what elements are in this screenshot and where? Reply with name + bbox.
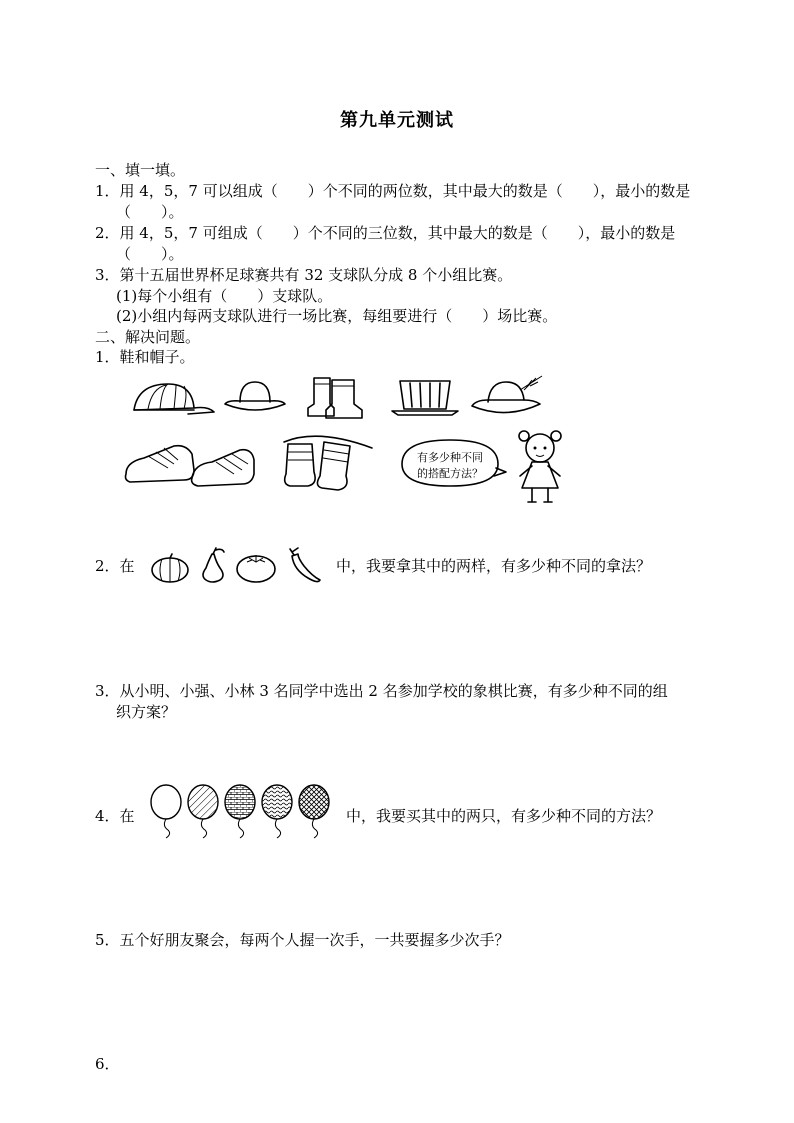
q1-1-line1: 1．用 4，5，7 可以组成（ ）个不同的两位数，其中最大的数是（ ），最小的数是	[95, 182, 691, 200]
q2-1-text: 1．鞋和帽子。	[95, 348, 195, 366]
q2-2-prefix: 2．在	[95, 557, 135, 575]
top-hat-icon	[390, 377, 460, 417]
shoes-icon	[120, 434, 260, 490]
q1-3-sub1: (1)每个小组有（ ）支球队。	[116, 287, 333, 305]
pepper-icon	[284, 546, 324, 586]
balloon-wave	[262, 785, 292, 838]
section1-heading: 一、填一填。	[95, 161, 186, 179]
balloon-plain	[151, 785, 181, 838]
q2-4-suffix: 中，我要买其中的两只，有多少种不同的方法？	[346, 807, 662, 825]
q1-2-line2: （ ）。	[116, 245, 184, 263]
q2-3-line1: 3．从小明、小强、小林 3 名同学中选出 2 名参加学校的象棋比赛，有多少种不同的组	[95, 682, 668, 700]
page-title: 第九单元测试	[340, 110, 454, 131]
round-hat-icon	[222, 380, 288, 414]
q1-3-sub2: (2)小组内每两支球队进行一场比赛，每组要进行（ ）场比赛。	[116, 307, 558, 325]
bubble-line1: 有多少种不同	[417, 451, 483, 464]
q2-4-prefix: 4．在	[95, 807, 135, 825]
q1-3-line1: 3．第十五届世界杯足球赛共有 32 支球队分成 8 个小组比赛。	[95, 266, 513, 284]
balloon-striped	[188, 785, 218, 838]
cap-icon	[128, 378, 218, 418]
q2-5-text: 5．五个好朋友聚会，每两个人握一次手，一共要握多少次手？	[95, 931, 510, 949]
balloons-icon	[144, 782, 340, 842]
tomato-icon	[235, 550, 277, 584]
pumpkin-icon	[150, 552, 190, 584]
girl-icon	[512, 428, 568, 508]
q2-3-line2: 织方案？	[116, 703, 177, 721]
balloon-brick	[225, 785, 255, 838]
section2-heading: 二、解决问题。	[95, 328, 201, 346]
q1-2-line1: 2．用 4，5，7 可组成（ ）个不同的三位数，其中最大的数是（ ），最小的数是	[95, 224, 676, 242]
bubble-line2: 的搭配方法？	[417, 467, 483, 480]
q2-6-text: 6．	[95, 1055, 120, 1073]
boots-icon	[304, 374, 366, 420]
q2-2-suffix: 中，我要拿其中的两样，有多少种不同的拿法？	[336, 557, 652, 575]
pear-icon	[198, 546, 228, 584]
q1-1-line2: （ ）。	[116, 203, 184, 221]
balloon-cross	[299, 785, 329, 838]
speech-bubble	[392, 436, 508, 496]
feather-hat-icon	[468, 372, 548, 418]
stockings-icon	[278, 432, 378, 494]
